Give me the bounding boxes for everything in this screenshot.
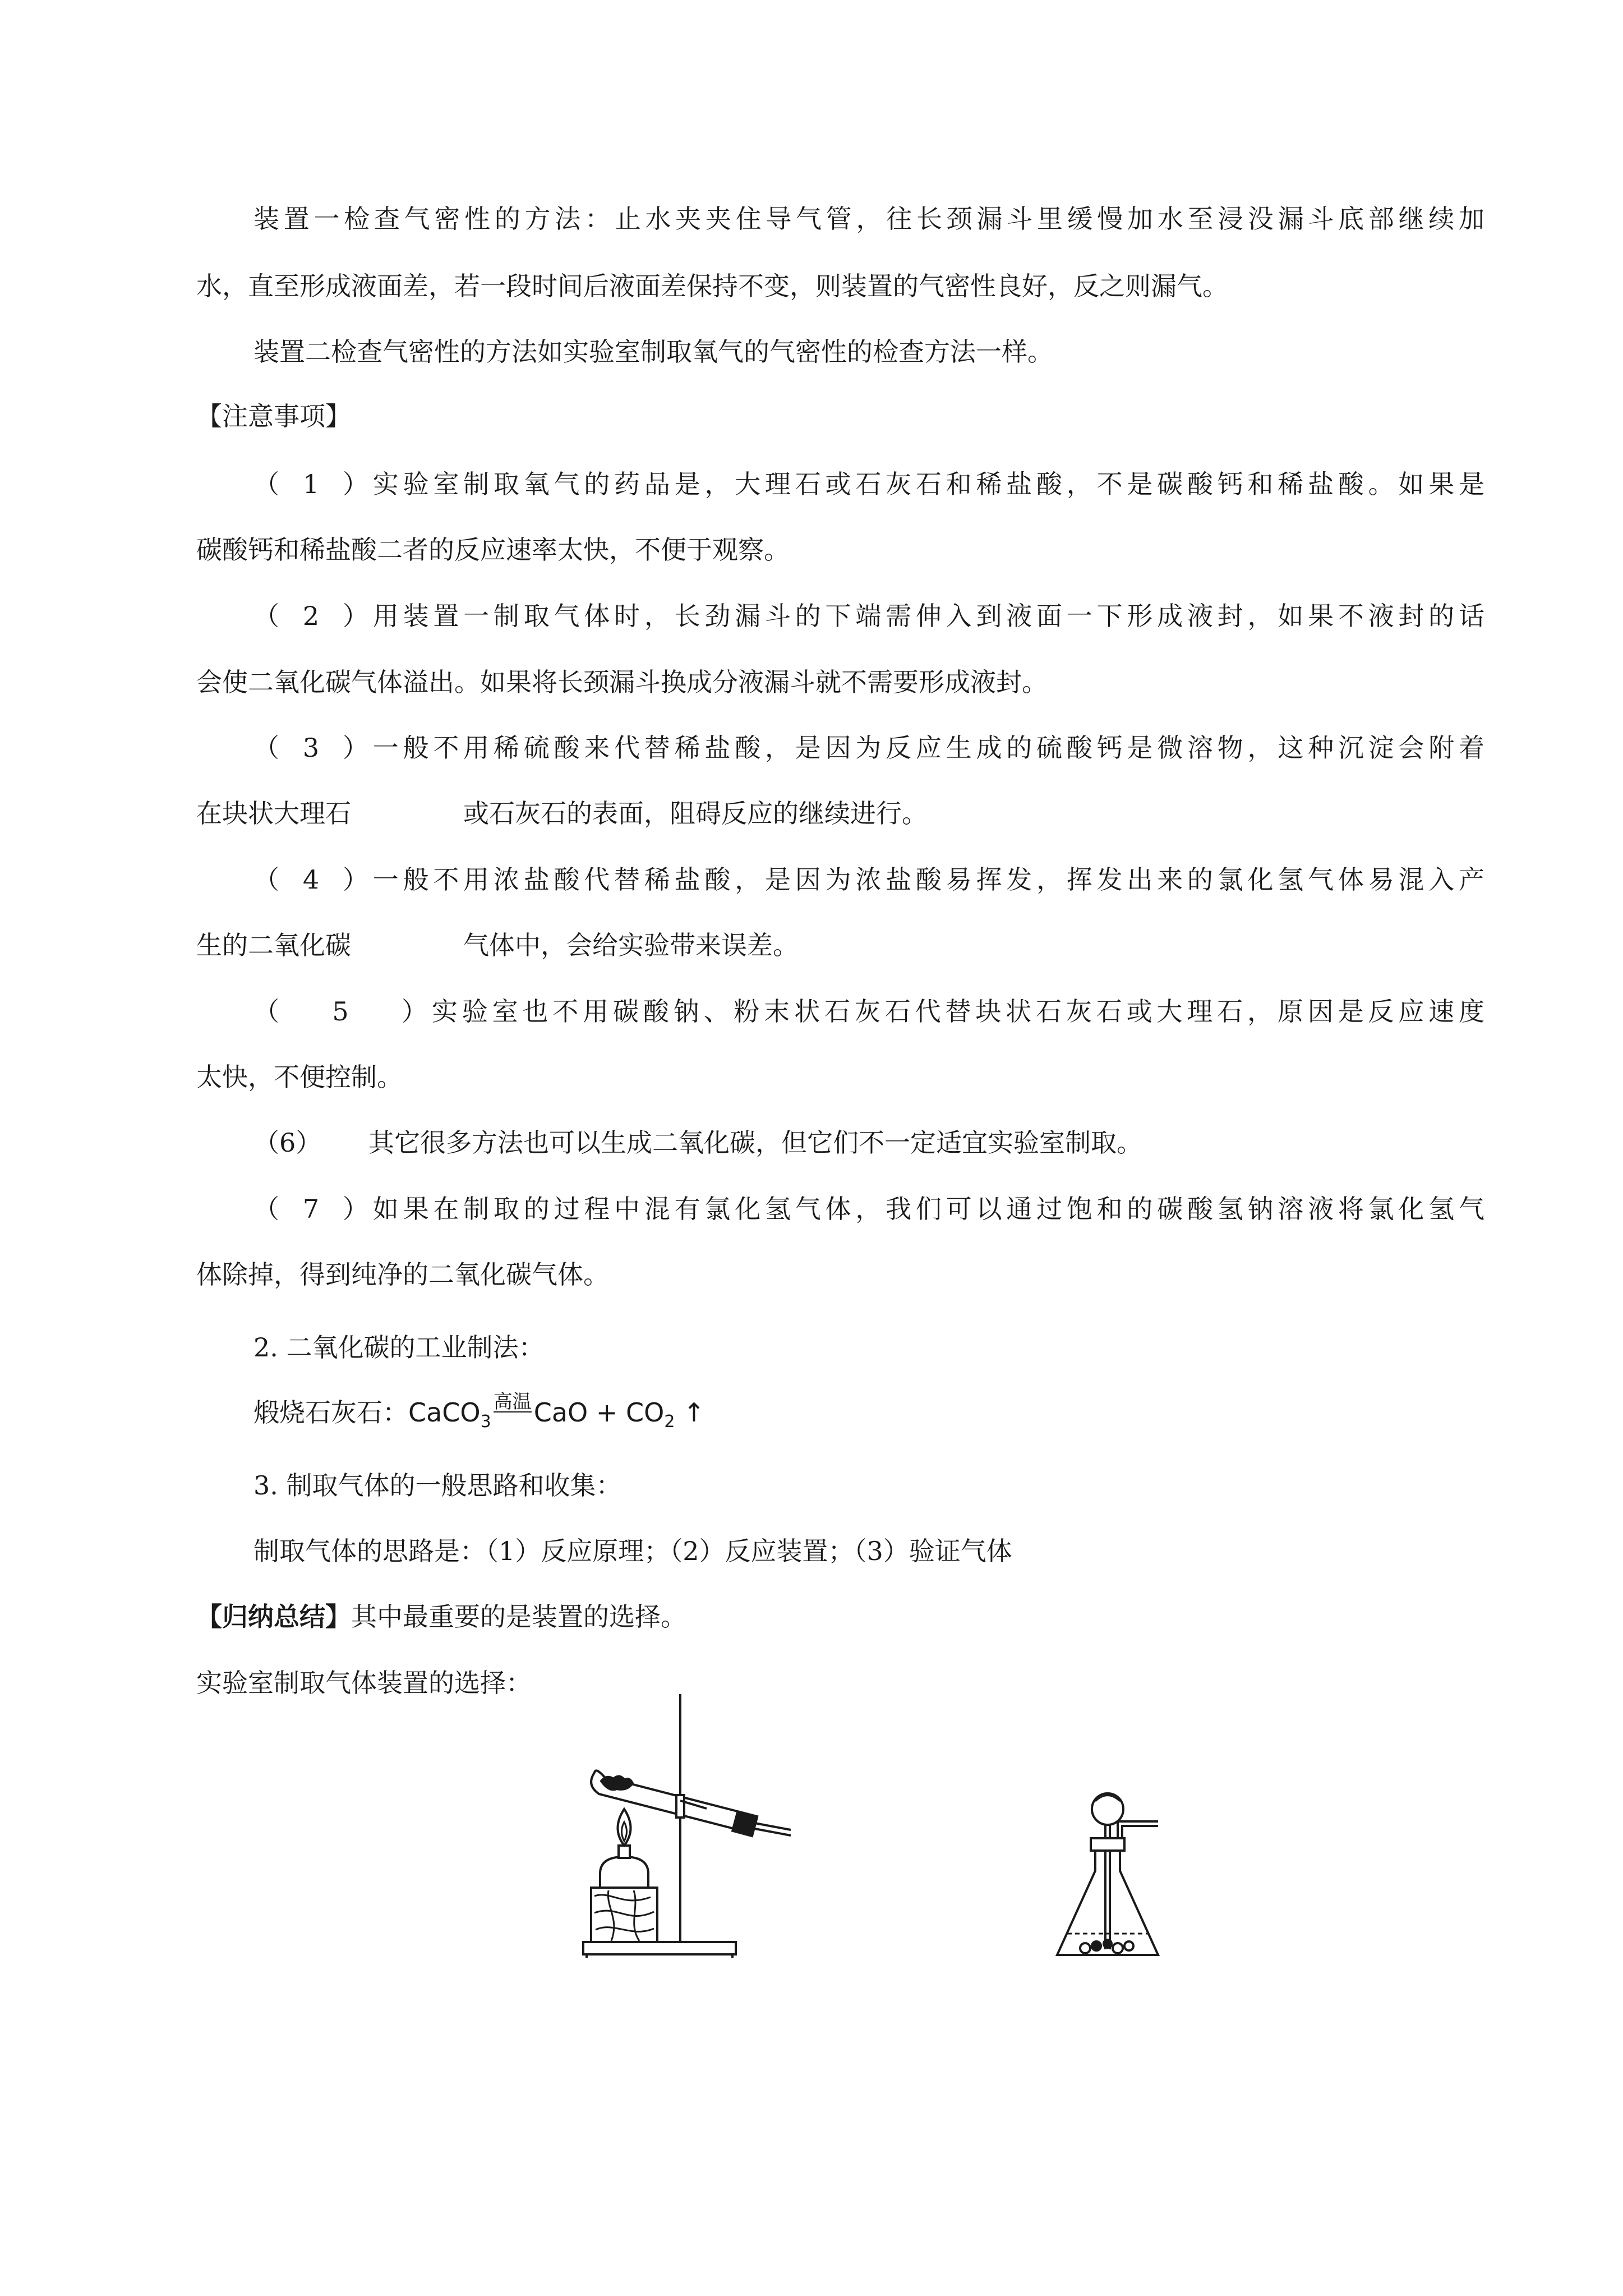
note-text-part: 在块状大理石 (196, 798, 351, 829)
paragraph-line: 制取气体的思路是：（1）反应原理；（2）反应装置；（3）验证气体 (253, 1536, 1012, 1566)
note-text-part: 或石灰石的表面，阻碍反应的继续进行。 (463, 798, 928, 829)
note-text: 用装置一制取气体时，长劲漏斗的下端需伸入到液面一下形成液封，如果不液封的话 (368, 601, 1484, 631)
section-heading: 【注意事项】 (196, 401, 351, 431)
section-heading: 2. 二氧化碳的工业制法： (253, 1332, 545, 1363)
note-number: （4） (253, 864, 368, 895)
note-text: 其它很多方法也可以生成二氧化碳，但它们不一定适宜实验室制取。 (368, 1128, 1142, 1158)
solid-heating-apparatus-icon (566, 1688, 802, 1963)
note-continuation (196, 797, 928, 830)
section-heading: 3. 制取气体的一般思路和收集： (253, 1470, 622, 1501)
note-text-part: 生的二氧化碳 (196, 930, 351, 960)
note-text: 如果在制取的过程中混有氯化氢气体，我们可以通过饱和的碳酸氢钠溶液将氯化氢气 (368, 1194, 1484, 1224)
product-subscript: 2 (664, 1412, 675, 1432)
note-number: （5） (253, 996, 427, 1027)
gas-arrow-icon: ↑ (683, 1397, 705, 1428)
note-text-part: 气体中，会给实验带来误差。 (463, 930, 799, 960)
note-item (253, 731, 1484, 765)
reactant-subscript: 3 (480, 1412, 491, 1432)
note-number: （7） (253, 1194, 368, 1224)
note-text: 实验室也不用碳酸钠、粉末状石灰石代替块状石灰石或大理石，原因是反应速度 (427, 996, 1484, 1027)
note-number: （1） (253, 469, 368, 499)
note-item (253, 599, 1484, 633)
products (533, 1397, 705, 1432)
note-number: （2） (253, 601, 368, 631)
paragraph-line: 装置二检查气密性的方法如实验室制取氧气的气密性的检查方法一样。 (253, 337, 1053, 367)
paragraph-line: 装置一检查气密性的方法：止水夹夹住导气管，往长颈漏斗里缓慢加水至浸没漏斗底部继续加 (253, 204, 1484, 234)
equation-label: 煅烧石灰石： (253, 1397, 408, 1428)
note-number: （6） (253, 1128, 322, 1158)
paragraph-line: 水，直至形成液面差，若一段时间后液面差保持不变，则装置的气密性良好，反之则漏气。 (196, 271, 1228, 301)
summary-line (196, 1600, 686, 1634)
summary-text: 其中最重要的是装置的选择。 (351, 1602, 686, 1632)
reactant-formula: CaCO (408, 1397, 481, 1428)
reactant (408, 1397, 491, 1432)
note-item (253, 863, 1484, 896)
note-continuation (196, 928, 799, 962)
note-item (253, 995, 1484, 1028)
note-text: 一般不用浓盐酸代替稀盐酸，是因为浓盐酸易挥发，挥发出来的氯化氢气体易混入产 (368, 864, 1484, 895)
chemical-equation (253, 1391, 705, 1439)
note-continuation: 太快，不便控制。 (196, 1062, 403, 1092)
note-item (253, 1192, 1484, 1226)
condition-text: 高温 (493, 1391, 532, 1413)
paragraph-line: 实验室制取气体装置的选择： (196, 1668, 532, 1698)
summary-label: 【归纳总结】 (196, 1602, 351, 1632)
note-continuation: 会使二氧化碳气体溢出。如果将长颈漏斗换成分液漏斗就不需要形成液封。 (196, 667, 1048, 697)
note-item (253, 467, 1484, 501)
note-text: 实验室制取氧气的药品是，大理石或石灰石和稀盐酸，不是碳酸钙和稀盐酸。如果是 (368, 469, 1484, 499)
note-number: （3） (253, 733, 368, 763)
product-formula: CaO + CO (533, 1397, 665, 1428)
note-continuation: 碳酸钙和稀盐酸二者的反应速率太快，不便于观察。 (196, 535, 790, 565)
reaction-condition (491, 1391, 534, 1413)
note-item (253, 1126, 1142, 1159)
conical-flask-funnel-icon (1052, 1787, 1175, 1968)
note-text: 一般不用稀硫酸来代替稀盐酸，是因为反应生成的硫酸钙是微溶物，这种沉淀会附着 (368, 733, 1484, 763)
note-continuation: 体除掉，得到纯净的二氧化碳气体。 (196, 1259, 609, 1290)
